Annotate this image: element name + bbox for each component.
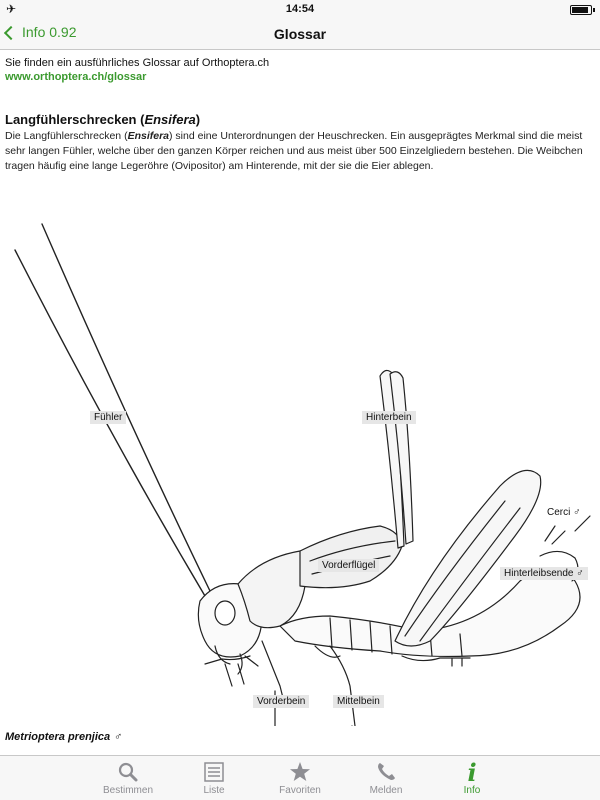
cricket-illustration [0, 186, 600, 726]
phone-icon [375, 761, 397, 783]
intro-block [5, 56, 269, 84]
tab-label: Favoriten [279, 785, 321, 796]
info-icon: i [467, 757, 477, 787]
airplane-icon: ✈ [6, 2, 17, 16]
tab-label: Melden [369, 785, 403, 796]
tab-melden[interactable] [343, 756, 429, 800]
tab-label: Bestimmen [102, 785, 153, 796]
section-title [5, 112, 200, 127]
tab-liste[interactable] [171, 756, 257, 800]
content-scroll-area[interactable] [0, 51, 600, 755]
star-icon [289, 761, 311, 783]
navigation-bar [0, 20, 600, 50]
label-antenna: Fühler [90, 411, 126, 424]
search-icon [117, 761, 139, 783]
species-caption: Metrioptera prenjica ♂ [5, 731, 122, 743]
label-middle-leg: Mittelbein [333, 695, 384, 708]
list-icon [203, 761, 225, 783]
section-text-italic: Ensifera [127, 130, 170, 142]
label-hind-leg: Hinterbein [362, 411, 416, 424]
section-text-part-1: Die Langfühlerschrecken ( [5, 130, 128, 142]
back-button-label: Info 0.92 [22, 24, 77, 40]
cricket-drawing [0, 186, 600, 726]
tab-label: Info [463, 785, 481, 796]
intro-text: Sie finden ein ausführliches Glossar auf Orthoptera.ch [5, 57, 270, 69]
label-abdomen-end: Hinterleibsende ♂ [500, 567, 588, 580]
tab-bestimmen[interactable] [85, 756, 171, 800]
section-text-part-2: ) sind eine Unterordnungen der Heuschrecken. Ein ausgeprägtes Merkmal sind die meist sehr langen Fühler, welche über den ganzen Körper reichen und aus meist über 500 Einzelgliedern bestehen. Die Weibchen tragen häufig eine lange Legeröhre (Ovipositor) am Hinterende, mit der sie die Eier ablegen. [5, 130, 583, 172]
label-cerci: Cerci ♂ [547, 507, 581, 518]
section-title-main: Langfühlerschrecken ( [5, 112, 145, 127]
section-text [5, 129, 595, 174]
status-bar [0, 0, 600, 20]
section-title-end: ) [195, 112, 201, 127]
label-forewing: Vorderflügel [318, 559, 379, 572]
section-title-italic: Ensifera [144, 112, 196, 127]
battery-icon [570, 5, 592, 15]
label-front-leg: Vorderbein [253, 695, 309, 708]
page-title: Glossar [273, 26, 327, 42]
tab-favoriten[interactable] [257, 756, 343, 800]
tab-info[interactable] [429, 756, 515, 800]
tab-label: Liste [203, 785, 225, 796]
glossary-link[interactable]: www.orthoptera.ch/glossar [5, 71, 147, 83]
status-time: 14:54 [285, 3, 315, 15]
tab-bar [0, 755, 600, 800]
